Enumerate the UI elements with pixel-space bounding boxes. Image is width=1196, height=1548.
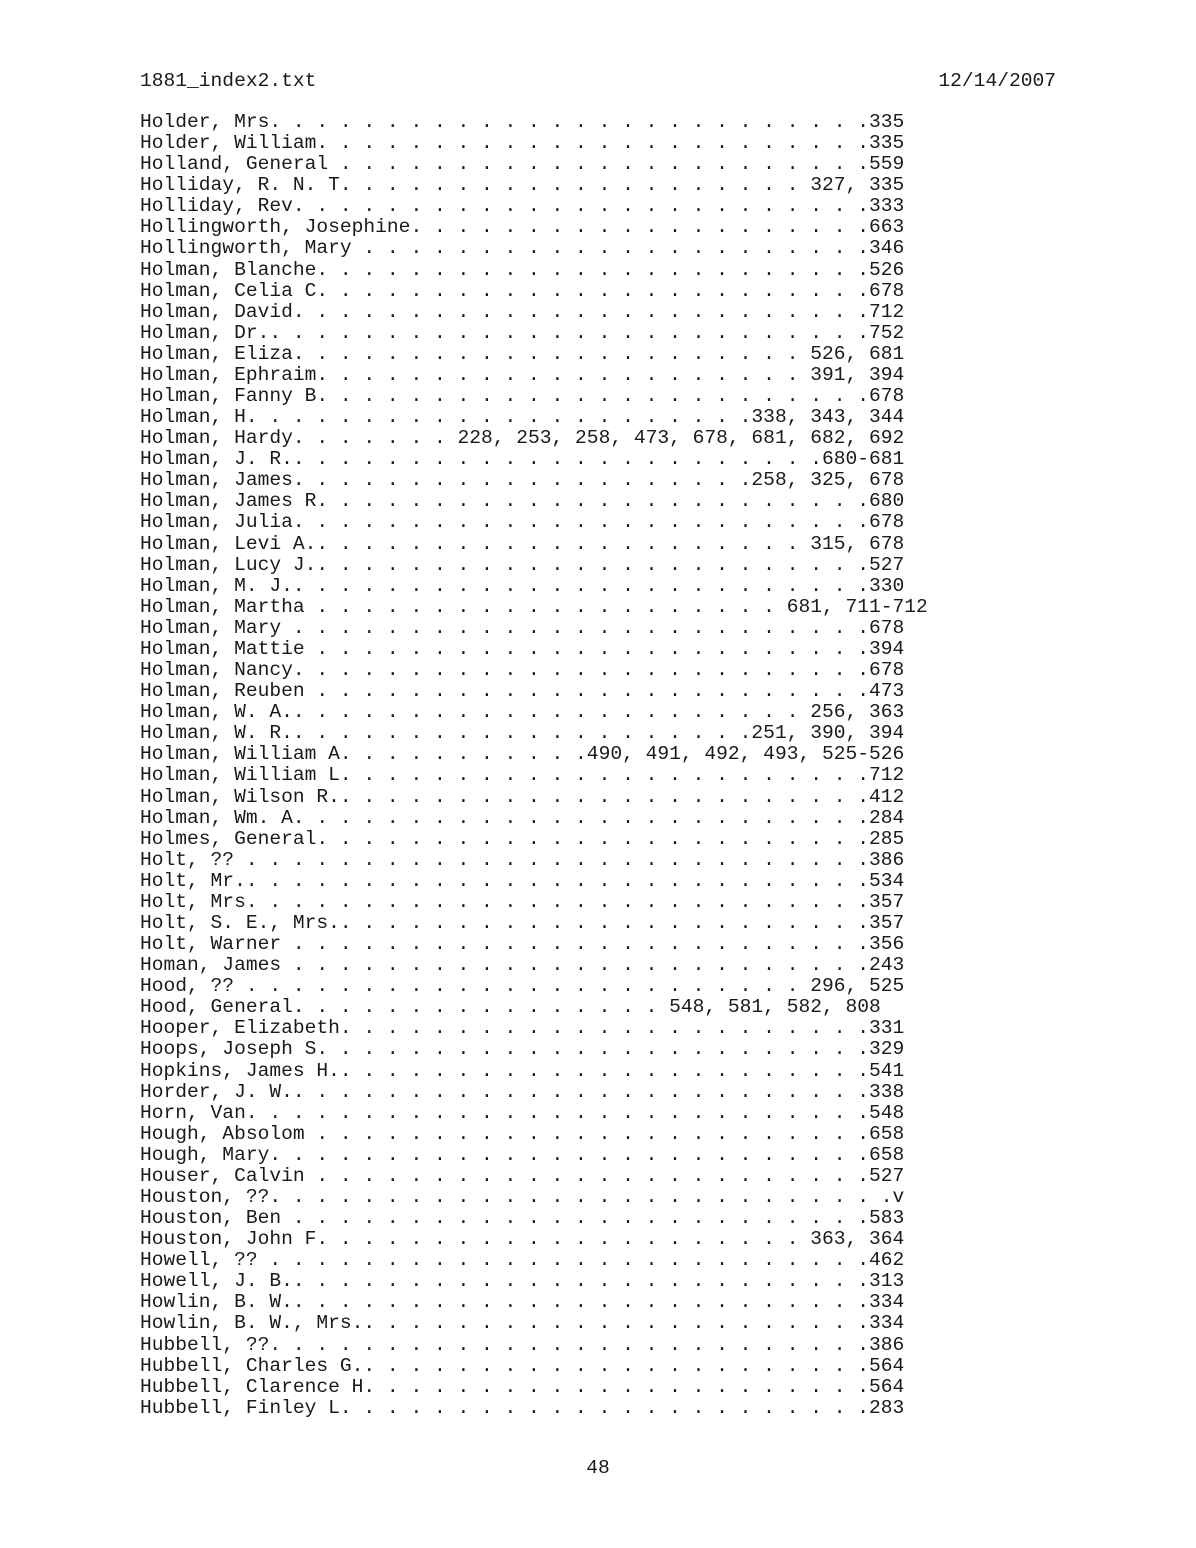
index-entry: Hough, Mary. . . . . . . . . . . . . . . . . . . . . . . . . .658 bbox=[140, 1143, 905, 1166]
index-entry: Holman, Blanche. . . . . . . . . . . . . . . . . . . . . . . .526 bbox=[140, 258, 905, 281]
index-entry: Hollingworth, Josephine. . . . . . . . . . . . . . . . . . . .663 bbox=[140, 216, 905, 239]
index-entry: Holman, James. . . . . . . . . . . . . . . . . . . .258, 325, 678 bbox=[140, 469, 905, 492]
index-entry: Hubbell, Charles G.. . . . . . . . . . . . . . . . . . . . . .564 bbox=[140, 1354, 905, 1377]
index-entry: Howell, ?? . . . . . . . . . . . . . . . . . . . . . . . . . .462 bbox=[140, 1249, 905, 1272]
index-entry: Holt, Mrs. . . . . . . . . . . . . . . . . . . . . . . . . . .357 bbox=[140, 890, 905, 913]
index-entry: Holman, Mary . . . . . . . . . . . . . . . . . . . . . . . . .678 bbox=[140, 616, 905, 639]
index-entry: Holliday, R. N. T. . . . . . . . . . . . . . . . . . . . 327, 335 bbox=[140, 174, 905, 197]
index-entry: Holman, William L. . . . . . . . . . . . . . . . . . . . . . .712 bbox=[140, 764, 905, 787]
index-entry: Homan, James . . . . . . . . . . . . . . . . . . . . . . . . .243 bbox=[140, 954, 905, 977]
index-entry: Holman, Wm. A. . . . . . . . . . . . . . . . . . . . . . . . .284 bbox=[140, 806, 905, 829]
index-entry: Holliday, Rev. . . . . . . . . . . . . . . . . . . . . . . . .333 bbox=[140, 195, 905, 218]
index-entry: Holman, Eliza. . . . . . . . . . . . . . . . . . . . . . 526, 681 bbox=[140, 342, 905, 365]
index-entry: Hubbell, Finley L. . . . . . . . . . . . . . . . . . . . . . .283 bbox=[140, 1396, 905, 1419]
index-entry: Holman, Lucy J.. . . . . . . . . . . . . . . . . . . . . . . .527 bbox=[140, 553, 905, 576]
index-entry: Holman, Wilson R.. . . . . . . . . . . . . . . . . . . . . . .412 bbox=[140, 785, 905, 808]
index-entry: Holman, James R. . . . . . . . . . . . . . . . . . . . . . . .680 bbox=[140, 490, 905, 513]
index-entry: Hood, General. . . . . . . . . . . . . . . . 548, 581, 582, 808 bbox=[140, 996, 881, 1019]
index-entry: Holman, M. J.. . . . . . . . . . . . . . . . . . . . . . . . .330 bbox=[140, 574, 905, 597]
index-entry: Holman, W. A.. . . . . . . . . . . . . . . . . . . . . . 256, 363 bbox=[140, 701, 905, 724]
index-entry: Howell, J. B.. . . . . . . . . . . . . . . . . . . . . . . . .313 bbox=[140, 1270, 905, 1293]
index-entry: Holman, Hardy. . . . . . . 228, 253, 258, 473, 678, 681, 682, 692 bbox=[140, 427, 905, 450]
index-entry: Houston, John F. . . . . . . . . . . . . . . . . . . . . 363, 364 bbox=[140, 1228, 905, 1251]
index-entry: Holman, Reuben . . . . . . . . . . . . . . . . . . . . . . . .473 bbox=[140, 680, 905, 703]
index-entry: Houston, Ben . . . . . . . . . . . . . . . . . . . . . . . . .583 bbox=[140, 1207, 905, 1230]
index-entry: Hubbell, ??. . . . . . . . . . . . . . . . . . . . . . . . . .386 bbox=[140, 1333, 905, 1356]
index-entry: Holder, Mrs. . . . . . . . . . . . . . . . . . . . . . . . . .335 bbox=[140, 111, 905, 133]
index-entry: Hough, Absolom . . . . . . . . . . . . . . . . . . . . . . . .658 bbox=[140, 1122, 905, 1145]
index-entry: Holman, David. . . . . . . . . . . . . . . . . . . . . . . . .712 bbox=[140, 300, 905, 323]
index-entry: Holman, William A. . . . . . . . . . .490, 491, 492, 493, 525-526 bbox=[140, 743, 905, 766]
index-entry: Holman, W. R.. . . . . . . . . . . . . . . . . . . .251, 390, 394 bbox=[140, 722, 905, 745]
index-entry: Holman, Nancy. . . . . . . . . . . . . . . . . . . . . . . . .678 bbox=[140, 659, 905, 682]
page-number: 48 bbox=[586, 1457, 610, 1479]
index-entry: Holman, Mattie . . . . . . . . . . . . . . . . . . . . . . . .394 bbox=[140, 637, 905, 660]
index-entry: Holt, Mr.. . . . . . . . . . . . . . . . . . . . . . . . . . .534 bbox=[140, 869, 905, 892]
file-name: 1881_index2.txt bbox=[140, 70, 317, 92]
index-entry: Holland, General . . . . . . . . . . . . . . . . . . . . . . .559 bbox=[140, 153, 905, 176]
index-entry: Holman, H. . . . . . . . . . . . . . . . . . . . . .338, 343, 344 bbox=[140, 406, 905, 429]
index-entry: Howlin, B. W.. . . . . . . . . . . . . . . . . . . . . . . . .334 bbox=[140, 1291, 905, 1314]
index-entry: Hollingworth, Mary . . . . . . . . . . . . . . . . . . . . . .346 bbox=[140, 237, 905, 260]
index-entry: Hopkins, James H.. . . . . . . . . . . . . . . . . . . . . . .541 bbox=[140, 1059, 905, 1082]
index-entry: Hood, ?? . . . . . . . . . . . . . . . . . . . . . . . . 296, 525 bbox=[140, 975, 905, 998]
index-entry: Holder, William. . . . . . . . . . . . . . . . . . . . . . . .335 bbox=[140, 132, 905, 155]
index-entry: Hubbell, Clarence H. . . . . . . . . . . . . . . . . . . . . .564 bbox=[140, 1375, 905, 1398]
index-entry: Holman, J. R.. . . . . . . . . . . . . . . . . . . . . . .680-681 bbox=[140, 448, 905, 471]
index-entry: Holman, Dr.. . . . . . . . . . . . . . . . . . . . . . . . . .752 bbox=[140, 321, 905, 344]
index-entry: Holt, Warner . . . . . . . . . . . . . . . . . . . . . . . . .356 bbox=[140, 933, 905, 956]
print-date: 12/14/2007 bbox=[938, 70, 1056, 92]
index-entry: Hooper, Elizabeth. . . . . . . . . . . . . . . . . . . . . . .331 bbox=[140, 1017, 905, 1040]
index-entry: Holman, Celia C. . . . . . . . . . . . . . . . . . . . . . . .678 bbox=[140, 279, 905, 302]
index-entry: Houston, ??. . . . . . . . . . . . . . . . . . . . . . . . . . .v bbox=[140, 1185, 905, 1208]
index-entry: Horn, Van. . . . . . . . . . . . . . . . . . . . . . . . . . .548 bbox=[140, 1101, 905, 1124]
index-entry: Holman, Martha . . . . . . . . . . . . . . . . . . . . 681, 711-712 bbox=[140, 595, 928, 618]
index-entry: Holman, Fanny B. . . . . . . . . . . . . . . . . . . . . . . .678 bbox=[140, 385, 905, 408]
index-entry: Holt, ?? . . . . . . . . . . . . . . . . . . . . . . . . . . .386 bbox=[140, 848, 905, 871]
index-entry: Howlin, B. W., Mrs.. . . . . . . . . . . . . . . . . . . . . .334 bbox=[140, 1312, 905, 1335]
index-list bbox=[140, 112, 928, 1419]
index-entry: Holmes, General. . . . . . . . . . . . . . . . . . . . . . . .285 bbox=[140, 827, 905, 850]
index-entry: Hoops, Joseph S. . . . . . . . . . . . . . . . . . . . . . . .329 bbox=[140, 1038, 905, 1061]
index-entry: Horder, J. W.. . . . . . . . . . . . . . . . . . . . . . . . .338 bbox=[140, 1080, 905, 1103]
index-entry: Holt, S. E., Mrs.. . . . . . . . . . . . . . . . . . . . . . .357 bbox=[140, 911, 905, 934]
index-entry: Houser, Calvin . . . . . . . . . . . . . . . . . . . . . . . .527 bbox=[140, 1164, 905, 1187]
index-entry: Holman, Ephraim. . . . . . . . . . . . . . . . . . . . . 391, 394 bbox=[140, 363, 905, 386]
index-entry: Holman, Julia. . . . . . . . . . . . . . . . . . . . . . . . .678 bbox=[140, 511, 905, 534]
page-header bbox=[140, 68, 1056, 94]
index-entry: Holman, Levi A.. . . . . . . . . . . . . . . . . . . . . 315, 678 bbox=[140, 532, 905, 555]
